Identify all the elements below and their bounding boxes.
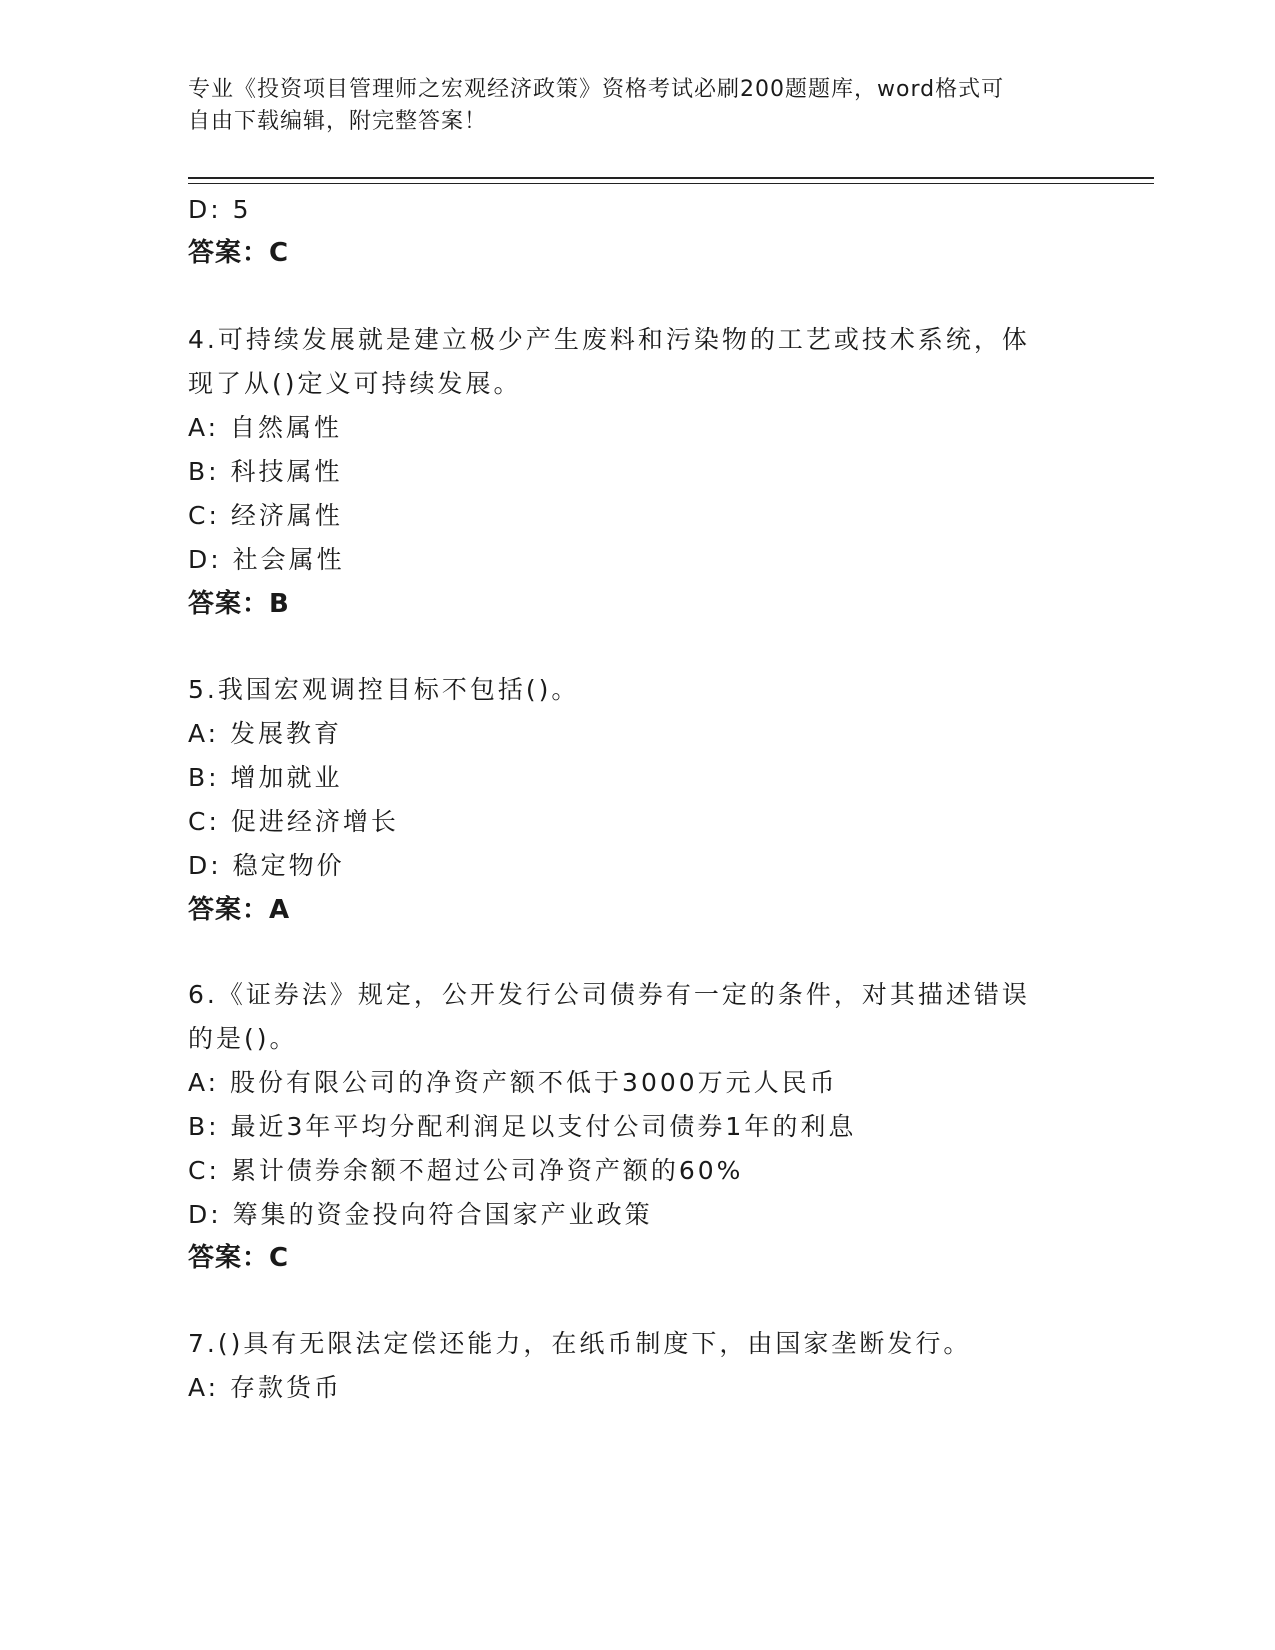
q6-answer: 答案：C bbox=[188, 1243, 290, 1273]
q5-option-a: A: 发展教育 bbox=[188, 719, 343, 748]
q4-option-c: C: 经济属性 bbox=[188, 501, 343, 530]
header-divider-thick bbox=[188, 177, 1154, 179]
q5-stem-line-1: 5.我国宏观调控目标不包括()。 bbox=[188, 675, 580, 704]
q7-stem-line-1: 7.()具有无限法定偿还能力，在纸币制度下，由国家垄断发行。 bbox=[188, 1329, 972, 1358]
document-header bbox=[188, 74, 1088, 138]
prev-answer: 答案：C bbox=[188, 238, 290, 268]
q4-option-a: A: 自然属性 bbox=[188, 413, 343, 442]
q4-option-d: D: 社会属性 bbox=[188, 545, 345, 574]
q5-option-b: B: 增加就业 bbox=[188, 763, 343, 792]
header-line-2: 自由下载编辑，附完整答案！ bbox=[188, 109, 488, 134]
q4-answer: 答案：B bbox=[188, 589, 290, 619]
q7-option-a: A: 存款货币 bbox=[188, 1373, 343, 1402]
prev-option-d: D: 5 bbox=[188, 195, 252, 224]
q5-answer: 答案：A bbox=[188, 895, 291, 925]
q6-stem-line-2: 的是()。 bbox=[188, 1024, 298, 1053]
q4-option-b: B: 科技属性 bbox=[188, 457, 343, 486]
q5-option-c: C: 促进经济增长 bbox=[188, 807, 399, 836]
q6-option-a: A: 股份有限公司的净资产额不低于3000万元人民币 bbox=[188, 1068, 838, 1097]
q6-option-c: C: 累计债券余额不超过公司净资产额的60% bbox=[188, 1156, 744, 1185]
q6-stem-line-1: 6.《证券法》规定，公开发行公司债券有一定的条件，对其描述错误 bbox=[188, 980, 1030, 1009]
header-divider-thin bbox=[188, 183, 1154, 184]
header-line-1: 专业《投资项目管理师之宏观经济政策》资格考试必刷200题题库，word格式可 bbox=[188, 77, 1005, 102]
q6-option-b: B: 最近3年平均分配利润足以支付公司债券1年的利息 bbox=[188, 1112, 857, 1141]
q4-stem-line-1: 4.可持续发展就是建立极少产生废料和污染物的工艺或技术系统，体 bbox=[188, 325, 1030, 354]
q5-option-d: D: 稳定物价 bbox=[188, 851, 345, 880]
q4-stem-line-2: 现了从()定义可持续发展。 bbox=[188, 369, 522, 398]
q6-option-d: D: 筹集的资金投向符合国家产业政策 bbox=[188, 1200, 653, 1229]
